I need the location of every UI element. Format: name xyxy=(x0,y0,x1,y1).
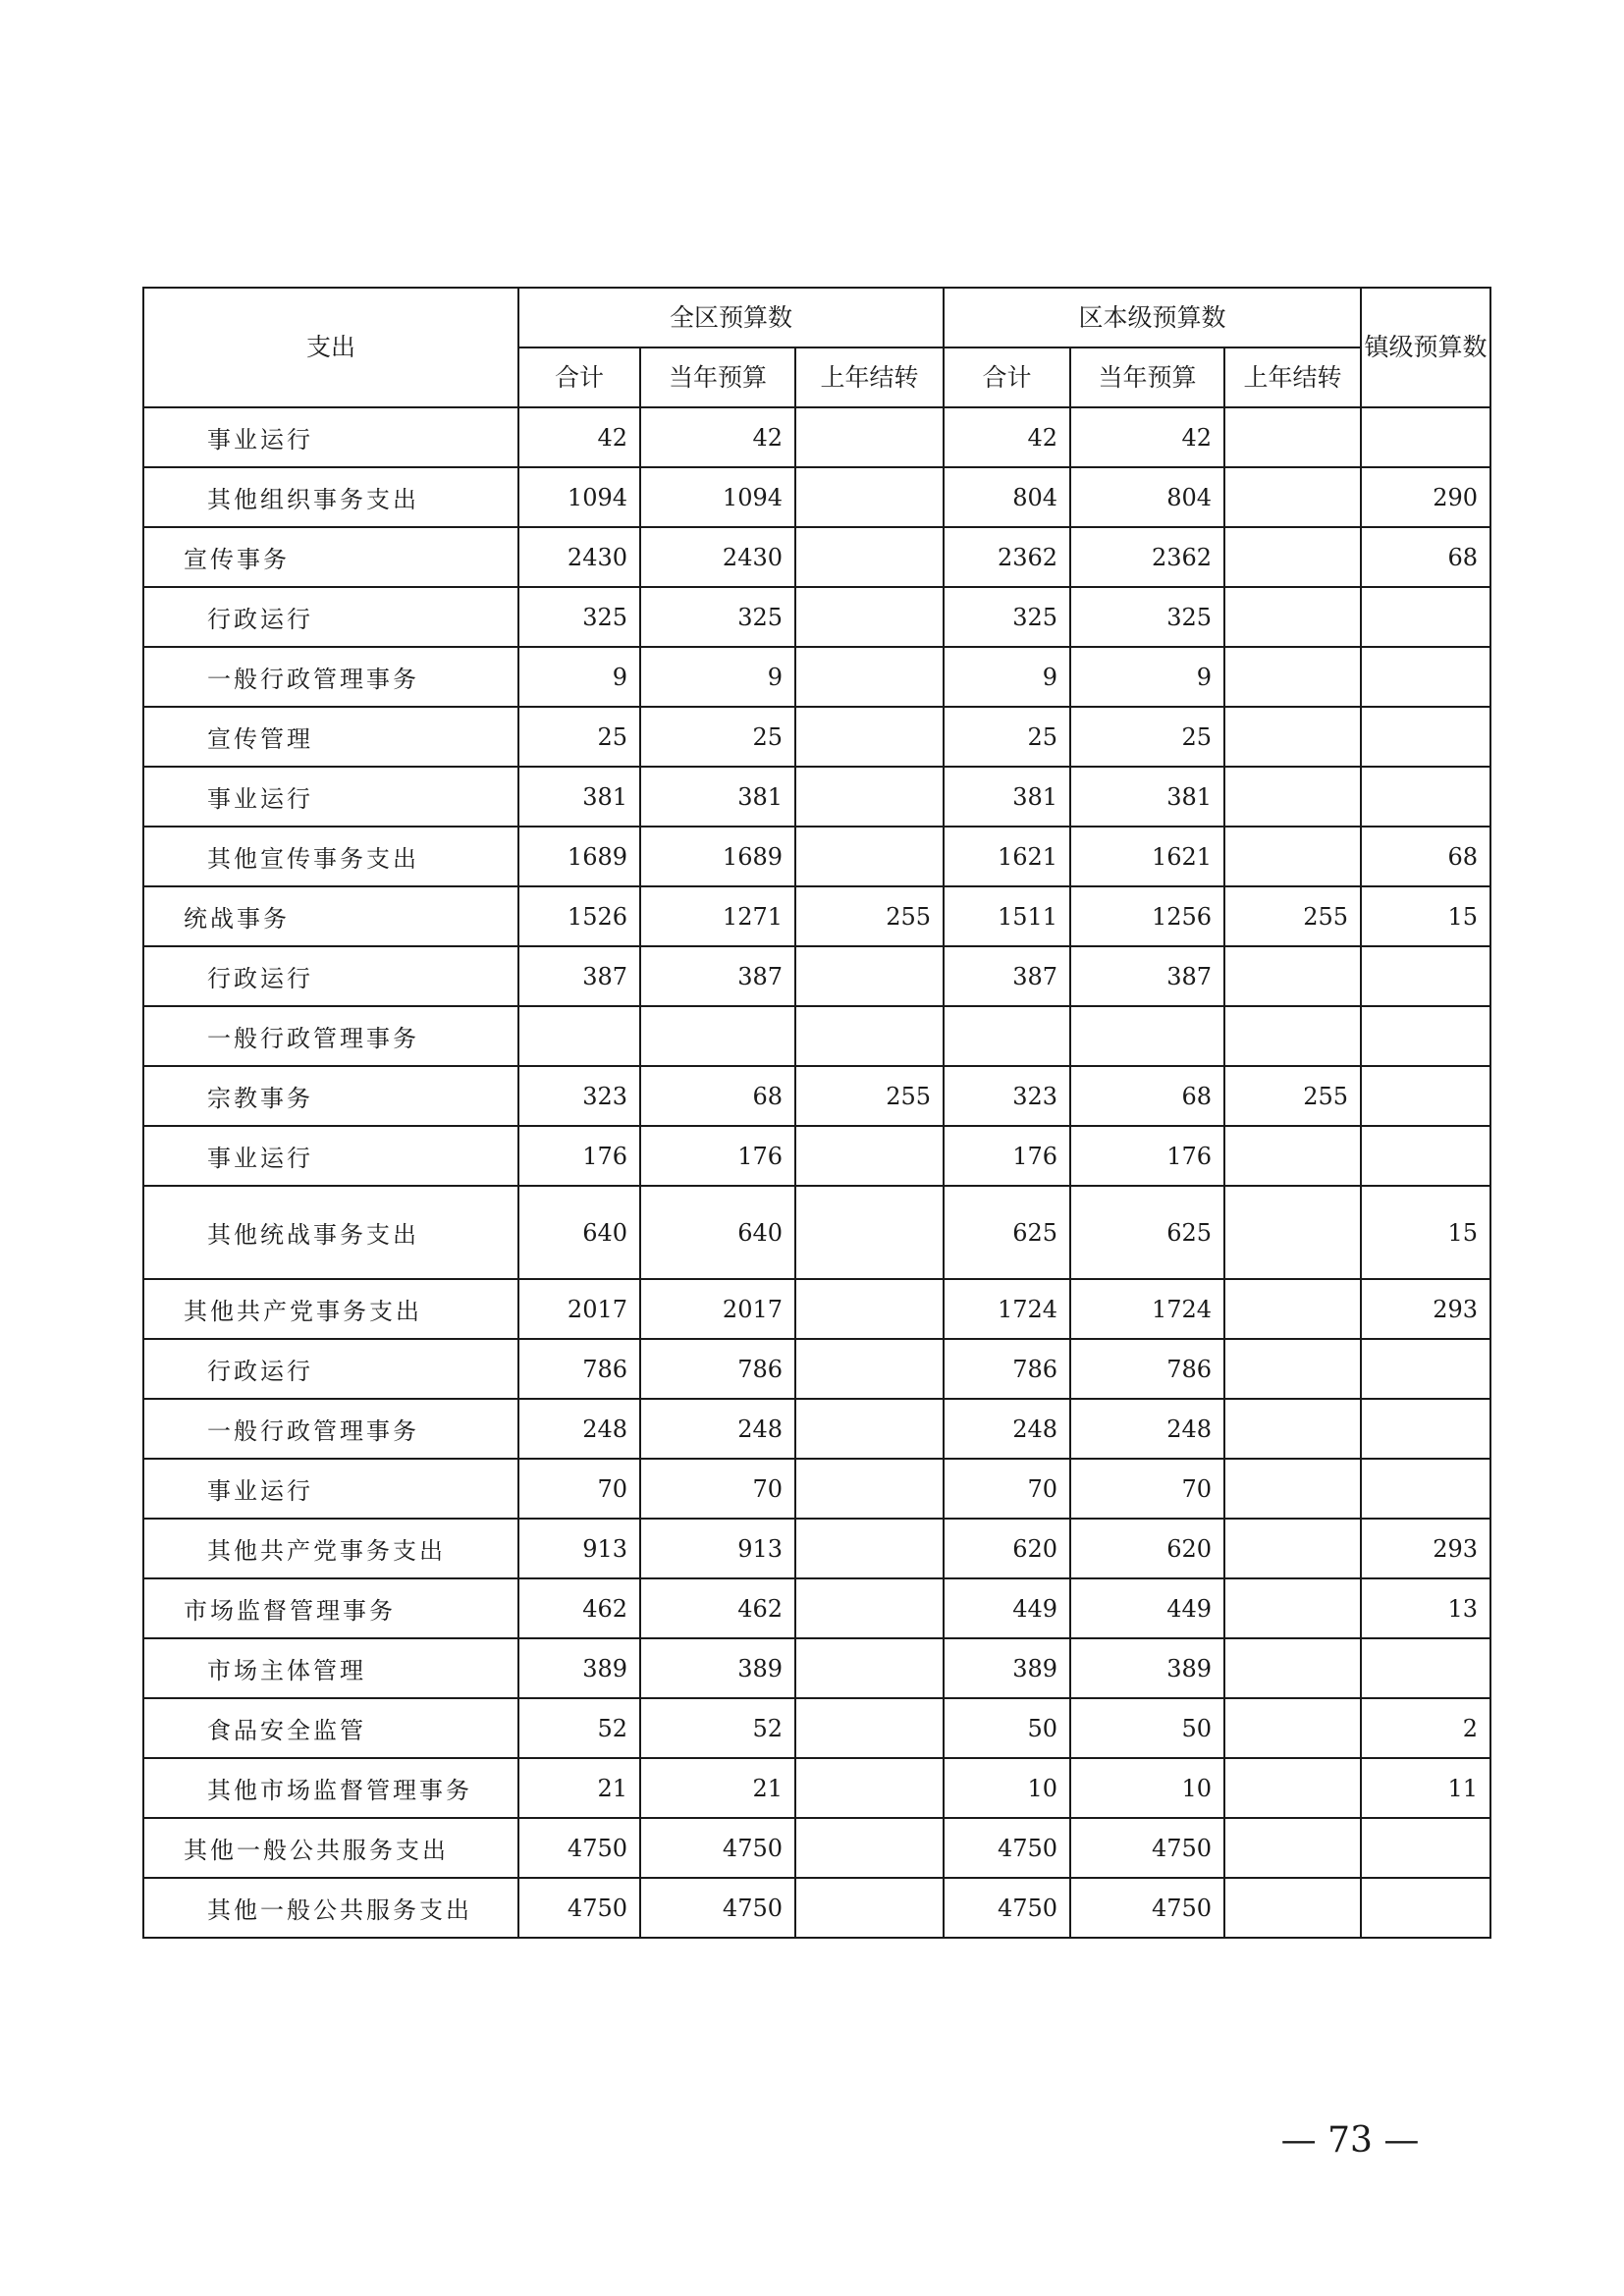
cell-level-carryover xyxy=(1224,1519,1361,1578)
cell-district-total: 1526 xyxy=(518,886,640,946)
row-item-name: 事业运行 xyxy=(143,1459,518,1519)
cell-district-total: 21 xyxy=(518,1758,640,1818)
row-item-name: 市场主体管理 xyxy=(143,1638,518,1698)
row-item-name: 统战事务 xyxy=(143,886,518,946)
table-row xyxy=(143,767,1490,827)
table-row xyxy=(143,1339,1490,1399)
table-row xyxy=(143,1758,1490,1818)
table-header xyxy=(143,288,1490,407)
header-total-1: 合计 xyxy=(518,347,640,407)
cell-district-current: 1271 xyxy=(640,886,795,946)
cell-level-carryover xyxy=(1224,407,1361,467)
cell-level-carryover xyxy=(1224,1758,1361,1818)
cell-district-current: 1094 xyxy=(640,467,795,527)
cell-level-carryover xyxy=(1224,1638,1361,1698)
cell-town-level xyxy=(1361,1878,1490,1938)
cell-district-current xyxy=(640,1006,795,1066)
cell-town-level xyxy=(1361,647,1490,707)
cell-district-current: 4750 xyxy=(640,1818,795,1878)
cell-district-carryover xyxy=(795,1878,944,1938)
cell-district-carryover: 255 xyxy=(795,1066,944,1126)
row-item-name: 其他一般公共服务支出 xyxy=(143,1878,518,1938)
cell-level-current: 1256 xyxy=(1070,886,1224,946)
table-row xyxy=(143,1698,1490,1758)
cell-level-current: 387 xyxy=(1070,946,1224,1006)
cell-district-carryover xyxy=(795,1399,944,1459)
cell-district-current: 1689 xyxy=(640,827,795,886)
table-row xyxy=(143,1459,1490,1519)
cell-district-carryover xyxy=(795,1758,944,1818)
cell-district-carryover xyxy=(795,407,944,467)
cell-district-carryover xyxy=(795,1186,944,1279)
cell-level-total: 4750 xyxy=(944,1878,1070,1938)
cell-district-carryover xyxy=(795,707,944,767)
table-row xyxy=(143,946,1490,1006)
cell-district-total: 640 xyxy=(518,1186,640,1279)
cell-district-carryover xyxy=(795,767,944,827)
cell-town-level: 11 xyxy=(1361,1758,1490,1818)
table-body xyxy=(143,407,1490,1938)
table-row xyxy=(143,527,1490,587)
cell-district-current: 4750 xyxy=(640,1878,795,1938)
cell-level-current: 50 xyxy=(1070,1698,1224,1758)
cell-level-carryover xyxy=(1224,1878,1361,1938)
cell-level-carryover xyxy=(1224,647,1361,707)
header-current-1: 当年预算 xyxy=(640,347,795,407)
cell-level-current: 1724 xyxy=(1070,1279,1224,1339)
cell-level-total: 50 xyxy=(944,1698,1070,1758)
table-row xyxy=(143,1399,1490,1459)
cell-town-level: 293 xyxy=(1361,1279,1490,1339)
cell-district-carryover xyxy=(795,1126,944,1186)
row-item-name: 其他一般公共服务支出 xyxy=(143,1818,518,1878)
cell-district-current: 2430 xyxy=(640,527,795,587)
cell-level-current: 9 xyxy=(1070,647,1224,707)
cell-district-current: 248 xyxy=(640,1399,795,1459)
cell-level-total: 1724 xyxy=(944,1279,1070,1339)
cell-level-carryover xyxy=(1224,946,1361,1006)
cell-district-current: 52 xyxy=(640,1698,795,1758)
cell-level-carryover xyxy=(1224,527,1361,587)
cell-level-current: 4750 xyxy=(1070,1878,1224,1938)
row-item-name: 其他组织事务支出 xyxy=(143,467,518,527)
cell-level-current: 389 xyxy=(1070,1638,1224,1698)
cell-town-level xyxy=(1361,1066,1490,1126)
row-item-name: 事业运行 xyxy=(143,767,518,827)
row-item-name: 宣传事务 xyxy=(143,527,518,587)
table-row xyxy=(143,587,1490,647)
cell-level-total: 1621 xyxy=(944,827,1070,886)
cell-town-level xyxy=(1361,587,1490,647)
cell-level-total: 25 xyxy=(944,707,1070,767)
cell-district-current: 70 xyxy=(640,1459,795,1519)
cell-level-current xyxy=(1070,1006,1224,1066)
cell-level-carryover xyxy=(1224,1818,1361,1878)
cell-level-current: 786 xyxy=(1070,1339,1224,1399)
cell-district-total: 389 xyxy=(518,1638,640,1698)
cell-town-level: 68 xyxy=(1361,827,1490,886)
table-row xyxy=(143,1878,1490,1938)
cell-district-total: 2017 xyxy=(518,1279,640,1339)
cell-district-carryover: 255 xyxy=(795,886,944,946)
cell-district-carryover xyxy=(795,1006,944,1066)
header-carryover-2: 上年结转 xyxy=(1224,347,1361,407)
header-town-level: 镇级预算数 xyxy=(1361,288,1490,407)
header-row-groups xyxy=(143,288,1490,347)
table-row xyxy=(143,1578,1490,1638)
cell-district-carryover xyxy=(795,1339,944,1399)
cell-district-total: 248 xyxy=(518,1399,640,1459)
cell-town-level xyxy=(1361,767,1490,827)
cell-district-total: 9 xyxy=(518,647,640,707)
cell-district-total: 786 xyxy=(518,1339,640,1399)
table-row xyxy=(143,1126,1490,1186)
row-item-name: 其他宣传事务支出 xyxy=(143,827,518,886)
cell-district-carryover xyxy=(795,527,944,587)
cell-district-total xyxy=(518,1006,640,1066)
cell-level-total: 42 xyxy=(944,407,1070,467)
cell-level-carryover xyxy=(1224,1339,1361,1399)
cell-town-level: 290 xyxy=(1361,467,1490,527)
cell-level-carryover xyxy=(1224,1399,1361,1459)
cell-level-total: 804 xyxy=(944,467,1070,527)
cell-district-current: 462 xyxy=(640,1578,795,1638)
cell-district-total: 2430 xyxy=(518,527,640,587)
cell-district-current: 387 xyxy=(640,946,795,1006)
table-row xyxy=(143,827,1490,886)
table-row xyxy=(143,886,1490,946)
cell-district-carryover xyxy=(795,1638,944,1698)
cell-town-level: 15 xyxy=(1361,1186,1490,1279)
cell-level-current: 42 xyxy=(1070,407,1224,467)
cell-level-current: 70 xyxy=(1070,1459,1224,1519)
cell-town-level: 13 xyxy=(1361,1578,1490,1638)
cell-district-carryover xyxy=(795,1698,944,1758)
cell-level-total: 381 xyxy=(944,767,1070,827)
cell-town-level xyxy=(1361,946,1490,1006)
cell-town-level xyxy=(1361,1818,1490,1878)
cell-district-total: 325 xyxy=(518,587,640,647)
cell-district-current: 786 xyxy=(640,1339,795,1399)
header-total-2: 合计 xyxy=(944,347,1070,407)
row-item-name: 一般行政管理事务 xyxy=(143,1006,518,1066)
cell-district-current: 25 xyxy=(640,707,795,767)
cell-level-current: 248 xyxy=(1070,1399,1224,1459)
cell-level-current: 620 xyxy=(1070,1519,1224,1578)
cell-level-current: 449 xyxy=(1070,1578,1224,1638)
cell-town-level: 293 xyxy=(1361,1519,1490,1578)
cell-level-carryover xyxy=(1224,467,1361,527)
cell-level-current: 68 xyxy=(1070,1066,1224,1126)
cell-district-total: 462 xyxy=(518,1578,640,1638)
cell-level-total: 176 xyxy=(944,1126,1070,1186)
row-item-name: 其他共产党事务支出 xyxy=(143,1519,518,1578)
cell-district-total: 381 xyxy=(518,767,640,827)
cell-level-carryover xyxy=(1224,1126,1361,1186)
cell-level-total: 70 xyxy=(944,1459,1070,1519)
cell-district-carryover xyxy=(795,1818,944,1878)
cell-level-carryover xyxy=(1224,1698,1361,1758)
cell-level-total: 325 xyxy=(944,587,1070,647)
cell-district-total: 387 xyxy=(518,946,640,1006)
table-row xyxy=(143,647,1490,707)
cell-level-carryover xyxy=(1224,1006,1361,1066)
cell-level-total: 620 xyxy=(944,1519,1070,1578)
cell-level-carryover xyxy=(1224,1578,1361,1638)
cell-district-carryover xyxy=(795,1519,944,1578)
cell-district-current: 2017 xyxy=(640,1279,795,1339)
cell-level-total xyxy=(944,1006,1070,1066)
cell-district-carryover xyxy=(795,1459,944,1519)
header-item: 支出 xyxy=(143,288,518,407)
cell-town-level xyxy=(1361,1399,1490,1459)
row-item-name: 事业运行 xyxy=(143,1126,518,1186)
cell-district-current: 913 xyxy=(640,1519,795,1578)
cell-district-carryover xyxy=(795,647,944,707)
cell-level-total: 10 xyxy=(944,1758,1070,1818)
cell-town-level: 68 xyxy=(1361,527,1490,587)
cell-level-total: 2362 xyxy=(944,527,1070,587)
cell-district-total: 1689 xyxy=(518,827,640,886)
cell-level-carryover xyxy=(1224,1186,1361,1279)
page-number: — 73 — xyxy=(1280,2120,1420,2161)
cell-level-total: 248 xyxy=(944,1399,1070,1459)
header-current-2: 当年预算 xyxy=(1070,347,1224,407)
cell-town-level xyxy=(1361,407,1490,467)
table-row xyxy=(143,1066,1490,1126)
table-row xyxy=(143,1186,1490,1279)
table-row xyxy=(143,1519,1490,1578)
cell-district-current: 176 xyxy=(640,1126,795,1186)
cell-district-current: 381 xyxy=(640,767,795,827)
header-district-total: 全区预算数 xyxy=(518,288,944,347)
table-row xyxy=(143,1638,1490,1698)
cell-district-current: 42 xyxy=(640,407,795,467)
cell-town-level: 15 xyxy=(1361,886,1490,946)
cell-town-level xyxy=(1361,1638,1490,1698)
cell-district-carryover xyxy=(795,587,944,647)
cell-district-total: 4750 xyxy=(518,1878,640,1938)
cell-level-current: 10 xyxy=(1070,1758,1224,1818)
cell-level-total: 449 xyxy=(944,1578,1070,1638)
cell-level-total: 1511 xyxy=(944,886,1070,946)
cell-level-current: 2362 xyxy=(1070,527,1224,587)
cell-district-total: 323 xyxy=(518,1066,640,1126)
cell-level-current: 4750 xyxy=(1070,1818,1224,1878)
cell-district-carryover xyxy=(795,1279,944,1339)
cell-district-current: 640 xyxy=(640,1186,795,1279)
header-carryover-1: 上年结转 xyxy=(795,347,944,407)
row-item-name: 一般行政管理事务 xyxy=(143,647,518,707)
cell-district-carryover xyxy=(795,946,944,1006)
table-row xyxy=(143,407,1490,467)
cell-level-total: 9 xyxy=(944,647,1070,707)
table-row xyxy=(143,707,1490,767)
cell-level-current: 381 xyxy=(1070,767,1224,827)
cell-level-total: 625 xyxy=(944,1186,1070,1279)
cell-level-carryover: 255 xyxy=(1224,886,1361,946)
cell-level-carryover xyxy=(1224,587,1361,647)
table-row xyxy=(143,467,1490,527)
cell-level-carryover xyxy=(1224,767,1361,827)
cell-level-carryover xyxy=(1224,1459,1361,1519)
row-item-name: 其他市场监督管理事务 xyxy=(143,1758,518,1818)
cell-level-total: 389 xyxy=(944,1638,1070,1698)
cell-district-carryover xyxy=(795,1578,944,1638)
table-row xyxy=(143,1279,1490,1339)
row-item-name: 宣传管理 xyxy=(143,707,518,767)
cell-level-current: 176 xyxy=(1070,1126,1224,1186)
budget-table xyxy=(142,287,1491,1939)
row-item-name: 市场监督管理事务 xyxy=(143,1578,518,1638)
cell-level-current: 1621 xyxy=(1070,827,1224,886)
cell-level-total: 387 xyxy=(944,946,1070,1006)
cell-district-total: 176 xyxy=(518,1126,640,1186)
cell-level-current: 804 xyxy=(1070,467,1224,527)
table-row xyxy=(143,1818,1490,1878)
cell-level-total: 4750 xyxy=(944,1818,1070,1878)
cell-level-current: 25 xyxy=(1070,707,1224,767)
cell-town-level xyxy=(1361,1339,1490,1399)
cell-district-current: 9 xyxy=(640,647,795,707)
cell-town-level xyxy=(1361,1459,1490,1519)
row-item-name: 行政运行 xyxy=(143,1339,518,1399)
row-item-name: 行政运行 xyxy=(143,946,518,1006)
cell-level-total: 786 xyxy=(944,1339,1070,1399)
cell-town-level xyxy=(1361,1006,1490,1066)
cell-level-carryover xyxy=(1224,707,1361,767)
row-item-name: 事业运行 xyxy=(143,407,518,467)
row-item-name: 宗教事务 xyxy=(143,1066,518,1126)
cell-level-carryover xyxy=(1224,827,1361,886)
cell-level-total: 323 xyxy=(944,1066,1070,1126)
cell-district-current: 389 xyxy=(640,1638,795,1698)
cell-town-level xyxy=(1361,1126,1490,1186)
header-district-level: 区本级预算数 xyxy=(944,288,1361,347)
cell-level-carryover: 255 xyxy=(1224,1066,1361,1126)
cell-district-current: 68 xyxy=(640,1066,795,1126)
cell-district-carryover xyxy=(795,827,944,886)
cell-level-carryover xyxy=(1224,1279,1361,1339)
cell-district-total: 52 xyxy=(518,1698,640,1758)
cell-town-level: 2 xyxy=(1361,1698,1490,1758)
table-row xyxy=(143,1006,1490,1066)
cell-district-total: 25 xyxy=(518,707,640,767)
cell-district-total: 4750 xyxy=(518,1818,640,1878)
cell-district-total: 70 xyxy=(518,1459,640,1519)
row-item-name: 一般行政管理事务 xyxy=(143,1399,518,1459)
row-item-name: 其他统战事务支出 xyxy=(143,1186,518,1279)
cell-district-total: 913 xyxy=(518,1519,640,1578)
row-item-name: 行政运行 xyxy=(143,587,518,647)
row-item-name: 食品安全监管 xyxy=(143,1698,518,1758)
cell-district-current: 325 xyxy=(640,587,795,647)
cell-district-current: 21 xyxy=(640,1758,795,1818)
cell-district-total: 1094 xyxy=(518,467,640,527)
cell-district-total: 42 xyxy=(518,407,640,467)
cell-level-current: 625 xyxy=(1070,1186,1224,1279)
row-item-name: 其他共产党事务支出 xyxy=(143,1279,518,1339)
cell-district-carryover xyxy=(795,467,944,527)
cell-level-current: 325 xyxy=(1070,587,1224,647)
cell-town-level xyxy=(1361,707,1490,767)
